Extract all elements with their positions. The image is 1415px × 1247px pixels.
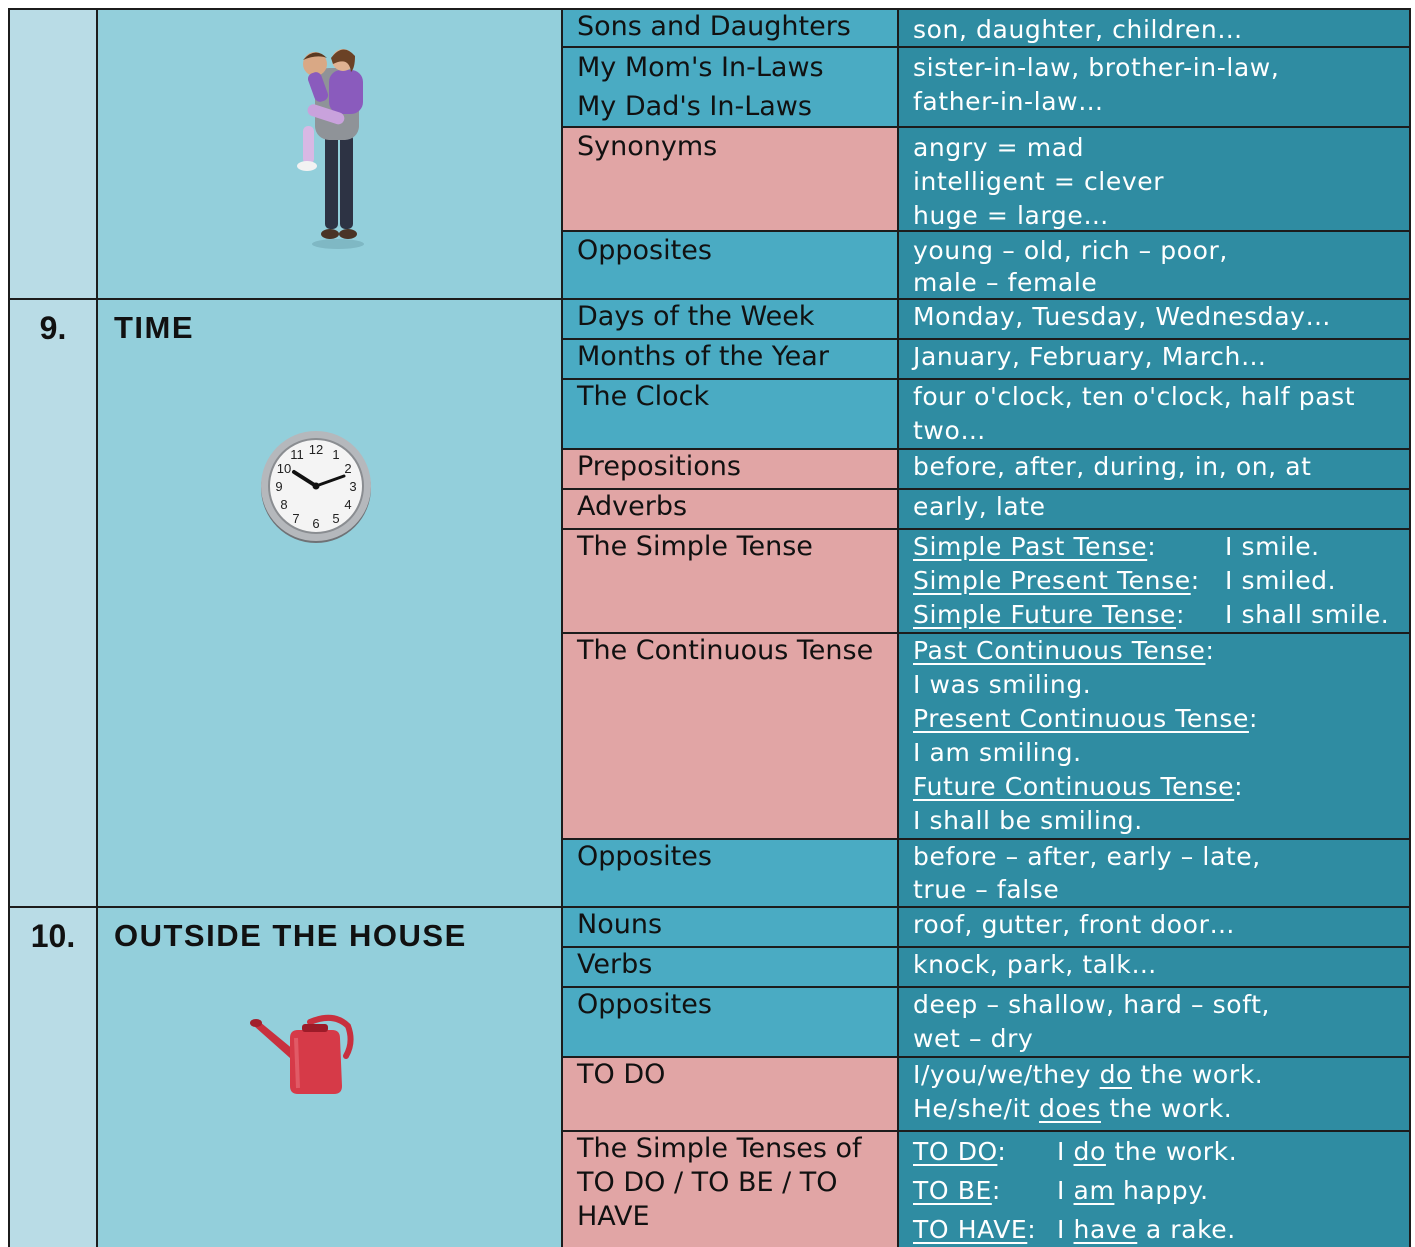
svg-text:9: 9 <box>275 479 283 494</box>
value-cell: early, late <box>899 490 1411 530</box>
section-number-cell: 9. <box>8 300 98 908</box>
svg-text:10: 10 <box>276 461 292 476</box>
svg-text:6: 6 <box>312 516 320 531</box>
value-cell: Simple Past Tense: I smile. Simple Present Tense: I smiled. Simple Future Tense: I shall smile. <box>899 530 1411 634</box>
category-cell: The Simple Tenses of TO DO / TO BE / TO HAVE <box>563 1132 899 1247</box>
svg-text:2: 2 <box>344 461 352 476</box>
category-cell: Months of the Year <box>563 340 899 380</box>
svg-text:12: 12 <box>308 442 324 457</box>
section-title: OUTSIDE THE HOUSE <box>114 918 467 953</box>
category-cell: Sons and Daughters <box>563 8 899 48</box>
category-cell: The Continuous Tense <box>563 634 899 840</box>
category-cell: Verbs <box>563 948 899 988</box>
category-cell: Days of the Week <box>563 300 899 340</box>
category-cell: The Clock <box>563 380 899 450</box>
svg-text:5: 5 <box>332 511 340 526</box>
value-cell: angry = mad intelligent = clever huge = large… <box>899 128 1411 232</box>
category-cell: Opposites <box>563 840 899 908</box>
value-cell: I/you/we/they do the work. He/she/it does the work. <box>899 1058 1411 1132</box>
svg-text:3: 3 <box>349 479 357 494</box>
value-cell: sister-in-law, brother-in-law, father-in-law… <box>899 48 1411 128</box>
value-cell: January, February, March… <box>899 340 1411 380</box>
category-cell: My Mom's In-Laws My Dad's In-Laws <box>563 48 899 128</box>
value-cell: before – after, early – late, true – false <box>899 840 1411 908</box>
section-topic-cell <box>98 908 563 1247</box>
value-cell: four o'clock, ten o'clock, half past two… <box>899 380 1411 450</box>
category-cell: Synonyms <box>563 128 899 232</box>
section-topic-cell <box>98 300 563 908</box>
value-cell: roof, gutter, front door… <box>899 908 1411 948</box>
value-cell: before, after, during, in, on, at <box>899 450 1411 490</box>
value-cell: Monday, Tuesday, Wednesday… <box>899 300 1411 340</box>
section-number-cell: 10. <box>8 908 98 1247</box>
category-cell: TO DO <box>563 1058 899 1132</box>
category-cell: Opposites <box>563 232 899 300</box>
svg-text:8: 8 <box>280 497 288 512</box>
svg-text:4: 4 <box>344 497 352 512</box>
category-cell: Prepositions <box>563 450 899 490</box>
svg-text:1: 1 <box>332 447 340 462</box>
section-topic-cell <box>98 8 563 300</box>
wall-clock-icon <box>258 428 374 544</box>
category-cell: The Simple Tense <box>563 530 899 634</box>
value-cell: knock, park, talk… <box>899 948 1411 988</box>
family-piggyback-picture <box>293 42 383 252</box>
svg-text:7: 7 <box>292 511 300 526</box>
value-cell: deep – shallow, hard – soft, wet – dry <box>899 988 1411 1058</box>
section-number-cell <box>8 8 98 300</box>
watering-can-icon <box>250 1012 362 1096</box>
value-cell: young – old, rich – poor, male – female <box>899 232 1411 300</box>
category-cell: Opposites <box>563 988 899 1058</box>
value-cell: TO DO: I do the work. TO BE: I am happy. TO HAVE: I have a rake. <box>899 1132 1411 1247</box>
section-title: TIME <box>114 310 195 345</box>
category-cell: Nouns <box>563 908 899 948</box>
value-cell: Past Continuous Tense: I was smiling. Present Continuous Tense: I am smiling. Future Continuous Tense: I shall be smiling. <box>899 634 1411 840</box>
category-cell: Adverbs <box>563 490 899 530</box>
svg-text:11: 11 <box>290 447 304 462</box>
value-cell: son, daughter, children… <box>899 8 1411 48</box>
